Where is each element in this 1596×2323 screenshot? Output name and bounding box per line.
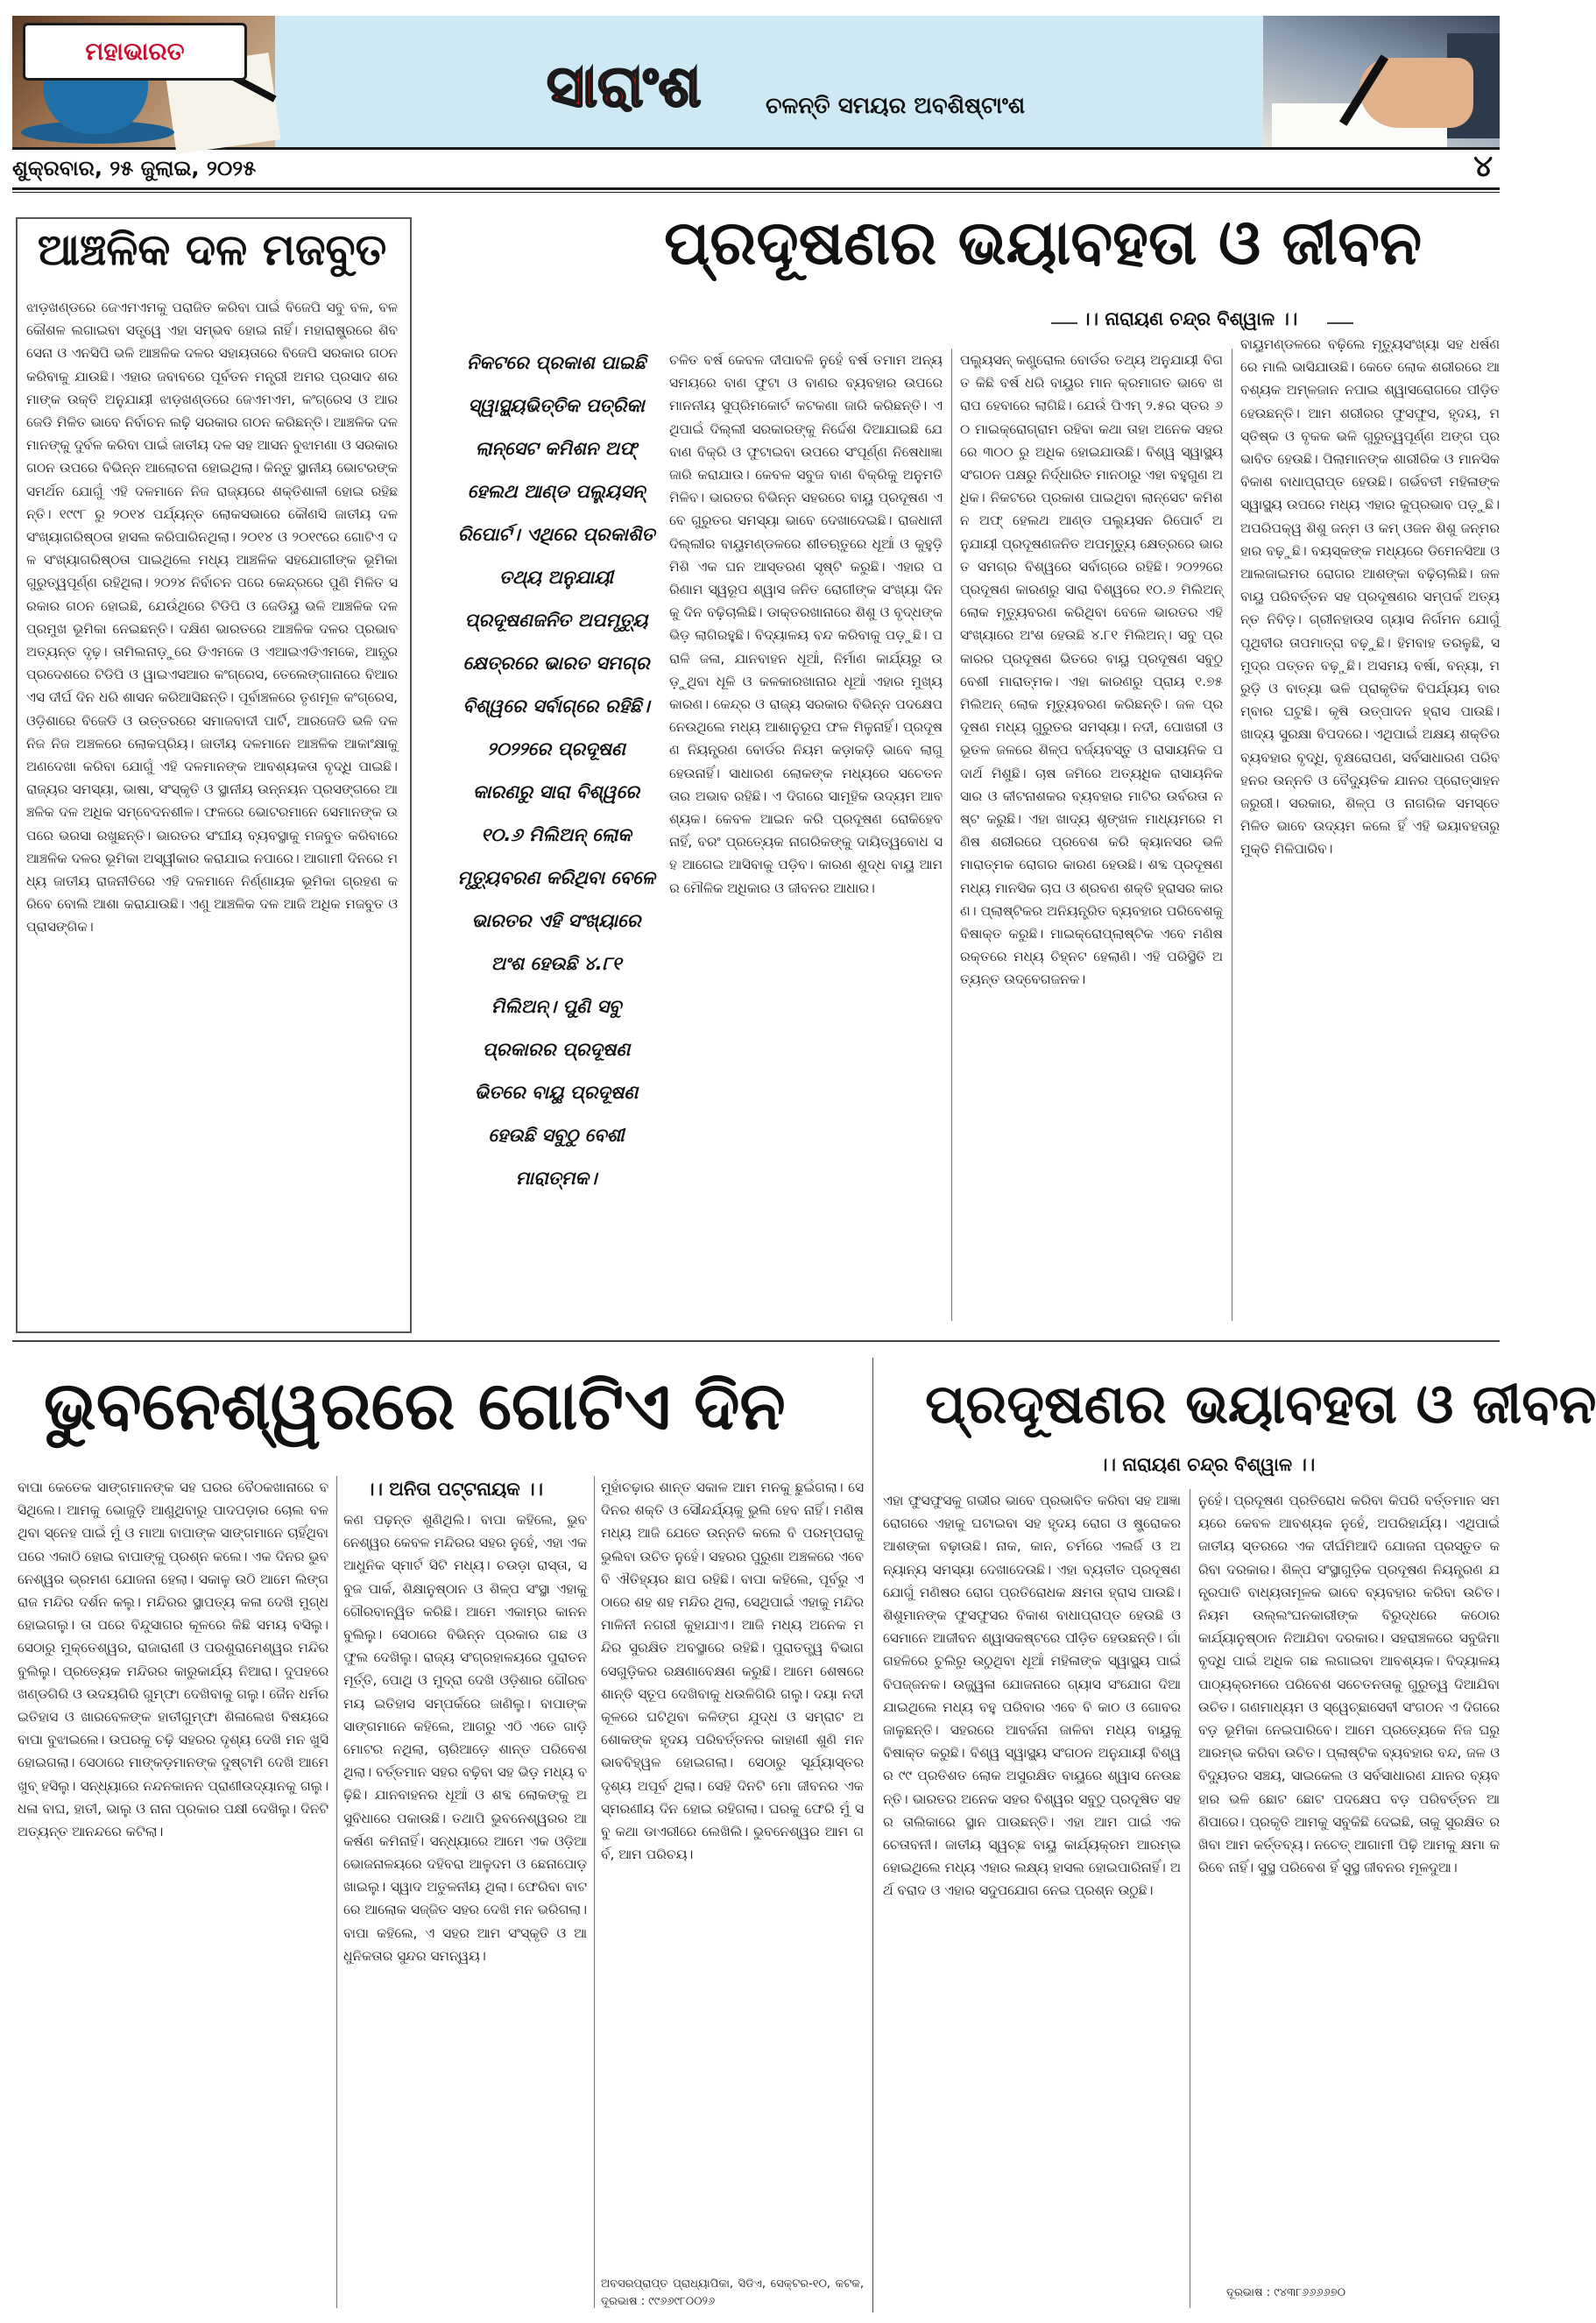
bottom-right-byline: ।। ନାରାୟଣ ଚନ୍ଦ୍ର ବିଶ୍ୱାଳ ।।: [1099, 1454, 1316, 1475]
masthead-banner: [12, 16, 1500, 150]
top-article-column-1: ଚଳିତ ବର୍ଷ କେବଳ ଦୀପାବଳି ନୁହେଁ ବର୍ଷ ତମାମ ଅନ୍ୟ ସମୟରେ ବାଣ ଫୁଟା ଓ ବାଣର ବ୍ୟବହାର ଉପରେ ମାନନୀୟ ସୁପ୍ରିମକୋର୍ଟ କଟକଣା ଜାରି କରିଛନ୍ତି। ଏଥିପାଇଁ ଦିଲ୍ଲୀ ସରକାରଙ୍କୁ ନିର୍ଦ୍ଦେଶ ଦିଆଯାଇଛି ଯେ ବାଣ ବିକ୍ରି ଓ ଫୁଟାଇବା ଉପରେ ସଂପୂର୍ଣ୍ଣ ନିଷେଧାଜ୍ଞା ଜାରି କରାଯାଉ। କେବଳ ସବୁଜ ବାଣ ବିକ୍ରିକୁ ଅନୁମତି ମିଳିବ। ଭାରତର ବିଭିନ୍ନ ସହରରେ ବାୟୁ ପ୍ରଦୂଷଣ ଏବେ ଗୁରୁତର ସମସ୍ୟା ଭାବେ ଦେଖାଦେଇଛି। ରାଜଧାନୀ ଦିଲ୍ଲୀର ବାୟୁମଣ୍ଡଳରେ ଶୀତଋତୁରେ ଧୂଆଁ ଓ କୁହୁଡ଼ି ମିଶି ଏକ ଘନ ଆସ୍ତରଣ ସୃଷ୍ଟି କରୁଛି। ଏହାର ପରିଣାମ ସ୍ୱରୂପ ଶ୍ୱାସ ଜନିତ ରୋଗୀଙ୍କ ସଂଖ୍ୟା ଦିନକୁ ଦିନ ବଢ଼ିଚାଲିଛି। ଡାକ୍ତରଖାନାରେ ଶିଶୁ ଓ ବୃଦ୍ଧଙ୍କ ଭିଡ଼ ଲାଗିରହୁଛି। ବିଦ୍ୟାଳୟ ବନ୍ଦ କରିବାକୁ ପଡ଼ୁଛି। ପରାଳି ଜଳା, ଯାନବାହନ ଧୂଆଁ, ନିର୍ମାଣ କାର୍ଯ୍ୟରୁ ଉଡ଼ୁଥିବା ଧୂଳି ଓ କଳକାରଖାନାର ଧୂଆଁ ଏହାର ମୁଖ୍ୟ କାରଣ। କେନ୍ଦ୍ର ଓ ରାଜ୍ୟ ସରକାର ବିଭିନ୍ନ ପଦକ୍ଷେପ ନେଉଥିଲେ ମଧ୍ୟ ଆଶାନୁରୂପ ଫଳ ମିଳୁନାହିଁ। ପ୍ରଦୂଷଣ ନିୟନ୍ତ୍ରଣ ବୋର୍ଡର ନିୟମ କଡ଼ାକଡ଼ି ଭାବେ ଲାଗୁ ହେଉନାହିଁ। ସାଧାରଣ ଲୋକଙ୍କ ମଧ୍ୟରେ ସଚେତନତାର ଅଭାବ ରହିଛି। ଏ ଦିଗରେ ସାମୂହିକ ଉଦ୍ୟମ ଆବଶ୍ୟକ। କେବଳ ଆଇନ କରି ପ୍ରଦୂଷଣ ରୋକିହେବ ନାହିଁ, ବରଂ ପ୍ରତ୍ୟେକ ନାଗରିକଙ୍କୁ ଦାୟିତ୍ୱବୋଧ ସହ ଆଗେଇ ଆସିବାକୁ ପଡ଼ିବ। କାରଣ ଶୁଦ୍ଧ ବାୟୁ ଆମର ମୌଳିକ ଅଧିକାର ଓ ଜୀବନର ଆଧାର।: [669, 352, 943, 896]
top-article-headline: ପ୍ରଦୂଷଣର ଭୟାବହତା ଓ ଜୀବନ: [664, 207, 1423, 279]
pull-quote: ନିକଟରେ ପ୍ରକାଶ ପାଇଛି ସ୍ୱାସ୍ଥ୍ୟଭିତ୍ତିକ ପତ୍ରିକା ଲାନ୍ସେଟ କମିଶନ ଅଫ୍ ହେଲଥ ଆଣ୍ଡ ପଲ୍ୟୁସନ୍ ରିପୋର୍ଟ। ଏଥିରେ ପ୍ରକାଶିତ ତଥ୍ୟ ଅନୁଯାୟୀ ପ୍ରଦୂଷଣଜନିତ ଅପମୃତ୍ୟୁ କ୍ଷେତ୍ରରେ ଭାରତ ସମଗ୍ର ବିଶ୍ୱରେ ସର୍ବାଗ୍ରେ ରହିଛି। ୨୦୨୨ରେ ପ୍ରଦୂଷଣ କାରଣରୁ ସାରା ବିଶ୍ୱରେ ୧୦.୬ ମିଲିଅନ୍ ଲୋକ ମୃତ୍ୟୁବରଣ କରିଥିବା ବେଳେ ଭାରତର ଏହି ସଂଖ୍ୟାରେ ଅଂଶ ହେଉଛି ୪.୮୧ ମିଲିଅନ୍। ପୁଣି ସବୁ ପ୍ରକାରର ପ୍ରଦୂଷଣ ଭିତରେ ବାୟୁ ପ୍ରଦୂଷଣ ହେଉଛି ସବୁଠୁ ବେଶୀ ମାରାତ୍ମକ।: [457, 352, 655, 1189]
top-article-byline: ।। ନାରାୟଣ ଚନ୍ଦ୍ର ବିଶ୍ୱାଳ ।।: [1082, 308, 1298, 329]
top-rule-thin: [12, 192, 1500, 193]
section-title: ସାରାଂଶ: [547, 53, 702, 120]
column-divider: [951, 349, 952, 1321]
top-rule: [12, 187, 1500, 190]
bottom-right-column-2: ନୁହେଁ। ପ୍ରଦୂଷଣ ପ୍ରତିରୋଧ କରିବା କିପରି ବର୍ତ୍ତମାନ ସମୟରେ କେବଳ ଆବଶ୍ୟକ ନୁହେଁ, ଅପରିହାର୍ଯ୍ୟ। ଏଥିପାଇଁ ଜାତୀୟ ସ୍ତରରେ ଏକ ଦୀର୍ଘମିଆଦି ଯୋଜନା ପ୍ରସ୍ତୁତ କରିବା ଦରକାର। ଶିଳ୍ପ ସଂସ୍ଥାଗୁଡ଼ିକ ପ୍ରଦୂଷଣ ନିୟନ୍ତ୍ରଣ ଯନ୍ତ୍ରପାତି ବାଧ୍ୟତାମୂଳକ ଭାବେ ବ୍ୟବହାର କରିବା ଉଚିତ। ନିୟମ ଉଲ୍ଲଂଘନକାରୀଙ୍କ ବିରୁଦ୍ଧରେ କଠୋର କାର୍ଯ୍ୟାନୁଷ୍ଠାନ ନିଆଯିବା ଦରକାର। ସହରାଞ୍ଚଳରେ ସବୁଜିମା ବୃଦ୍ଧି ପାଇଁ ଅଧିକ ଗଛ ଲଗାଇବା ଆବଶ୍ୟକ। ବିଦ୍ୟାଳୟ ପାଠ୍ୟକ୍ରମରେ ପରିବେଶ ସଚେତନତାକୁ ଗୁରୁତ୍ୱ ଦିଆଯିବା ଉଚିତ। ଗଣମାଧ୍ୟମ ଓ ସ୍ୱେଚ୍ଛାସେବୀ ସଂଗଠନ ଏ ଦିଗରେ ବଡ଼ ଭୂମିକା ନେଇପାରିବେ। ଆମେ ପ୍ରତ୍ୟେକେ ନିଜ ଘରୁ ଆରମ୍ଭ କରିବା ଉଚିତ। ପ୍ଲାଷ୍ଟିକ ବ୍ୟବହାର ବନ୍ଦ, ଜଳ ଓ ବିଦ୍ୟୁତର ସଞ୍ଚୟ, ସାଇକେଲ ଓ ସର୍ବସାଧାରଣ ଯାନର ବ୍ୟବହାର ଭଳି ଛୋଟ ଛୋଟ ପଦକ୍ଷେପ ବଡ଼ ପରିବର୍ତ୍ତନ ଆଣିପାରେ। ପ୍ରକୃତି ଆମକୁ ସବୁକିଛି ଦେଇଛି, ତାକୁ ସୁରକ୍ଷିତ ରଖିବା ଆମ କର୍ତ୍ତବ୍ୟ। ନଚେତ୍ ଆଗାମୀ ପିଢ଼ି ଆମକୁ କ୍ଷମା କରିବେ ନାହିଁ। ସୁସ୍ଥ ପରିବେଶ ହିଁ ସୁସ୍ଥ ଜୀବନର ମୂଳଦୁଆ।: [1198, 1493, 1500, 1876]
section-separator: [12, 1340, 1500, 1342]
column-divider: [872, 1358, 873, 2312]
byline-rule-left: [1051, 322, 1077, 324]
bottom-left-column-2: କଣ ପଢ଼ନ୍ତ ଶୁଣିଥିଲି। ବାପା କହିଲେ, ଭୁବନେଶ୍ୱର କେବଳ ମନ୍ଦିରର ସହର ନୁହେଁ, ଏହା ଏକ ଆଧୁନିକ ସ୍ମାର୍ଟ ସିଟି ମଧ୍ୟ। ଚଉଡ଼ା ରାସ୍ତା, ସବୁଜ ପାର୍କ, ଶିକ୍ଷାନୁଷ୍ଠାନ ଓ ଶିଳ୍ପ ସଂସ୍ଥା ଏହାକୁ ଗୌରବାନ୍ୱିତ କରିଛି। ଆମେ ଏକାମ୍ର କାନନ ବୁଲିଲୁ। ସେଠାରେ ବିଭିନ୍ନ ପ୍ରକାର ଗଛ ଓ ଫୁଲ ଦେଖିଲୁ। ରାଜ୍ୟ ସଂଗ୍ରହାଳୟରେ ପୁରାତନ ମୂର୍ତ୍ତି, ପୋଥି ଓ ମୁଦ୍ରା ଦେଖି ଓଡ଼ିଶାର ଗୌରବମୟ ଇତିହାସ ସମ୍ପର୍କରେ ଜାଣିଲୁ। ବାପାଙ୍କ ସାଙ୍ଗମାନେ କହିଲେ, ଆଗରୁ ଏଠି ଏତେ ଗାଡ଼ି ମୋଟର ନଥିଲା, ଚାରିଆଡ଼େ ଶାନ୍ତ ପରିବେଶ ଥିଲା। ବର୍ତ୍ତମାନ ସହର ବଢ଼ିବା ସହ ଭିଡ଼ ମଧ୍ୟ ବଢ଼ିଛି। ଯାନବାହନର ଧୂଆଁ ଓ ଶବ୍ଦ ଲୋକଙ୍କୁ ଅସୁବିଧାରେ ପକାଉଛି। ତଥାପି ଭୁବନେଶ୍ୱରର ଆକର୍ଷଣ କମିନାହିଁ। ସନ୍ଧ୍ୟାରେ ଆମେ ଏକ ଓଡ଼ିଆ ଭୋଜନାଳୟରେ ଦହିବରା ଆଳୁଦମ ଓ ଛେନାପୋଡ଼ ଖାଇଲୁ। ସ୍ୱାଦ ଅତୁଳନୀୟ ଥିଲା। ଫେରିବା ବାଟରେ ଆଲୋକ ସଜ୍ଜିତ ସହର ଦେଖି ମନ ଭରିଗଲା। ବାପା କହିଲେ, ଏ ସହର ଆମ ସଂସ୍କୃତି ଓ ଆଧୁନିକତାର ସୁନ୍ଦର ସମନ୍ୱୟ।: [343, 1512, 587, 1964]
side-article-body: ଝାଡ଼ଖଣ୍ଡରେ ଜେଏମଏମକୁ ପରାଜିତ କରିବା ପାଇଁ ବିଜେପି ସବୁ ବଳ, ବଳ କୌଶଳ ଲଗାଇବା ସତ୍ତ୍ୱେ ଏହା ସମ୍ଭବ ହୋଇ ନାହିଁ। ମହାରାଷ୍ଟ୍ରରେ ଶିବସେନା ଓ ଏନସିପି ଭଳି ଆଞ୍ଚଳିକ ଦଳର ସହାୟତାରେ ବିଜେପି ସରକାର ଗଠନ କରିବାକୁ ଯାଉଛି। ଏହାର ଜବାବରେ ପୂର୍ବତନ ମନ୍ତ୍ରୀ ଅମର ପ୍ରସାଦ ଶରମାଙ୍କ ଉକ୍ତି ଅନୁଯାୟୀ ଝାଡ଼ଖଣ୍ଡରେ ଜେଏମଏମ, କଂଗ୍ରେସ ଓ ଆରଜେଡି ମିଳିତ ଭାବେ ନିର୍ବାଚନ ଲଢ଼ି ସରକାର ଗଠନ କରିଛନ୍ତି। ଆଞ୍ଚଳିକ ଦଳମାନଙ୍କୁ ଦୁର୍ବଳ କରିବା ପାଇଁ ଜାତୀୟ ଦଳ ସହ ଆସନ ବୁଝାମଣା ଓ ସରକାର ଗଠନ ଉପରେ ବିଭିନ୍ନ ଆଲୋଚନା ହୋଇଥିଲା। କିନ୍ତୁ ସ୍ଥାନୀୟ ଭୋଟରଙ୍କ ସମର୍ଥନ ଯୋଗୁଁ ଏହି ଦଳମାନେ ନିଜ ରାଜ୍ୟରେ ଶକ୍ତିଶାଳୀ ହୋଇ ରହିଛନ୍ତି। ୧୯୯୮ ରୁ ୨୦୧୪ ପର୍ଯ୍ୟନ୍ତ ଲୋକସଭାରେ କୌଣସି ଜାତୀୟ ଦଳ ସଂଖ୍ୟାଗରିଷ୍ଠତା ହାସଲ କରିପାରିନଥିଲା। ୨୦୧୪ ଓ ୨୦୧୯ରେ ଗୋଟିଏ ଦଳ ସଂଖ୍ୟାଗରିଷ୍ଠତା ପାଇଥିଲେ ମଧ୍ୟ ଆଞ୍ଚଳିକ ସହଯୋଗୀଙ୍କ ଭୂମିକା ଗୁରୁତ୍ୱପୂର୍ଣ୍ଣ ରହିଥିଲା। ୨୦୨୪ ନିର୍ବାଚନ ପରେ କେନ୍ଦ୍ରରେ ପୁଣି ମିଳିତ ସରକାର ଗଠନ ହୋଇଛି, ଯେଉଁଥିରେ ଟିଡିପି ଓ ଜେଡିୟୁ ଭଳି ଆଞ୍ଚଳିକ ଦଳ ପ୍ରମୁଖ ଭୂମିକା ନେଇଛନ୍ତି। ଦକ୍ଷିଣ ଭାରତରେ ଆଞ୍ଚଳିକ ଦଳର ପ୍ରଭାବ ଅତ୍ୟନ୍ତ ଦୃଢ଼। ତାମିଲନାଡ଼ୁରେ ଡିଏମକେ ଓ ଏଆଇଏଡିଏମକେ, ଆନ୍ଧ୍ରପ୍ରଦେଶରେ ଟିଡିପି ଓ ୱାଇଏସଆର କଂଗ୍ରେସ, ତେଲେଙ୍ଗାନାରେ ବିଆରଏସ ଦୀର୍ଘ ଦିନ ଧରି ଶାସନ କରିଆସିଛନ୍ତି। ପୂର୍ବାଞ୍ଚଳରେ ତୃଣମୂଳ କଂଗ୍ରେସ, ଓଡ଼ିଶାରେ ବିଜେଡି ଓ ଉତ୍ତରରେ ସମାଜବାଦୀ ପାର୍ଟି, ଆରଜେଡି ଭଳି ଦଳ ନିଜ ନିଜ ଅଞ୍ଚଳରେ ଲୋକପ୍ରିୟ। ଜାତୀୟ ଦଳମାନେ ଆଞ୍ଚଳିକ ଆକାଂକ୍ଷାକୁ ଅଣଦେଖା କରିବା ଯୋଗୁଁ ଏହି ଦଳମାନଙ୍କ ଆବଶ୍ୟକତା ବୃଦ୍ଧି ପାଇଛି। ରାଜ୍ୟର ସମସ୍ୟା, ଭାଷା, ସଂସ୍କୃତି ଓ ସ୍ଥାନୀୟ ଉନ୍ନୟନ ପ୍ରସଙ୍ଗରେ ଆଞ୍ଚଳିକ ଦଳ ଅଧିକ ସମ୍ବେଦନଶୀଳ। ଫଳରେ ଭୋଟରମାନେ ସେମାନଙ୍କ ଉପରେ ଭରସା ରଖୁଛନ୍ତି। ଭାରତର ସଂଘୀୟ ବ୍ୟବସ୍ଥାକୁ ମଜବୁତ କରିବାରେ ଆଞ୍ଚଳିକ ଦଳର ଭୂମିକା ଅସ୍ୱୀକାର କରାଯାଇ ନପାରେ। ଆଗାମୀ ଦିନରେ ମଧ୍ୟ ଜାତୀୟ ରାଜନୀତିରେ ଏହି ଦଳମାନେ ନିର୍ଣ୍ଣାୟକ ଭୂମିକା ଗ୍ରହଣ କରିବେ ବୋଲି ଆଶା କରାଯାଉଛି। ଏଣୁ ଆଞ୍ଚଳିକ ଦଳ ଆଜି ଅଧିକ ମଜବୁତ ଓ ପ୍ରାସଙ୍ଗିକ।: [26, 300, 398, 936]
side-article-title: ଆଞ୍ଚଳିକ ଦଳ ମଜବୁତ: [37, 224, 387, 275]
column-divider: [594, 1476, 595, 2308]
date-line: ଶୁକ୍ରବାର, ୨୫ ଜୁଲାଇ, ୨୦୨୫: [12, 156, 257, 180]
bottom-right-column-1: ଏହା ଫୁସଫୁସକୁ ଗଭୀର ଭାବେ ପ୍ରଭାବିତ କରିବା ସହ ଆଜ୍ଞା ରୋଗରେ ଏହାକୁ ଘଟାଇବା ସହ ହୃଦୟ ରୋଗ ଓ ଷ୍ଟ୍ରୋକର ଆଶଙ୍କା ବଢ଼ାଉଛି। ନାକ, କାନ, ଚର୍ମରେ ଏଲର୍ଜି ଓ ଅନ୍ୟାନ୍ୟ ସମସ୍ୟା ଦେଖାଦେଉଛି। ଏହା ବ୍ୟତୀତ ପ୍ରଦୂଷଣ ଯୋଗୁଁ ମଣିଷର ରୋଗ ପ୍ରତିରୋଧକ କ୍ଷମତା ହ୍ରାସ ପାଉଛି। ଶିଶୁମାନଙ୍କ ଫୁସଫୁସର ବିକାଶ ବାଧାପ୍ରାପ୍ତ ହେଉଛି ଓ ସେମାନେ ଆଜୀବନ ଶ୍ୱାସକଷ୍ଟରେ ପୀଡ଼ିତ ହେଉଛନ୍ତି। ଗାଁ ଗହଳିରେ ଚୁଲିରୁ ଉଠୁଥିବା ଧୂଆଁ ମହିଳାଙ୍କ ସ୍ୱାସ୍ଥ୍ୟ ପାଇଁ ବିପଜ୍ଜନକ। ଉଜ୍ଜ୍ୱଳା ଯୋଜନାରେ ଗ୍ୟାସ ସଂଯୋଗ ଦିଆଯାଇଥିଲେ ମଧ୍ୟ ବହୁ ପରିବାର ଏବେ ବି କାଠ ଓ ଗୋବର ଜାଳୁଛନ୍ତି। ସହରରେ ଆବର୍ଜନା ଜାଳିବା ମଧ୍ୟ ବାୟୁକୁ ବିଷାକ୍ତ କରୁଛି। ବିଶ୍ୱ ସ୍ୱାସ୍ଥ୍ୟ ସଂଗଠନ ଅନୁଯାୟୀ ବିଶ୍ୱର ୯୯ ପ୍ରତିଶତ ଲୋକ ଅସୁରକ୍ଷିତ ବାୟୁରେ ଶ୍ୱାସ ନେଉଛନ୍ତି। ଭାରତର ଅନେକ ସହର ବିଶ୍ୱର ସବୁଠୁ ପ୍ରଦୂଷିତ ସହର ତାଲିକାରେ ସ୍ଥାନ ପାଉଛନ୍ତି। ଏହା ଆମ ପାଇଁ ଏକ ଚେତାବନୀ। ଜାତୀୟ ସ୍ୱଚ୍ଛ ବାୟୁ କାର୍ଯ୍ୟକ୍ରମ ଆରମ୍ଭ ହୋଇଥିଲେ ମଧ୍ୟ ଏହାର ଲକ୍ଷ୍ୟ ହାସଲ ହୋଇପାରିନାହିଁ। ଅର୍ଥ ବରାଦ ଓ ଏହାର ସଦୁପଯୋଗ ନେଇ ପ୍ରଶ୍ନ ଉଠୁଛି।: [883, 1493, 1181, 1899]
byline-rule-right: [1327, 322, 1353, 324]
bottom-left-column-3: ମୁହାଁଚଢ଼ାର ଶାନ୍ତ ସକାଳ ଆମ ମନକୁ ଛୁଇଁଗଲା। ସେ ଦିନର ଶକ୍ତି ଓ ସୌନ୍ଦର୍ଯ୍ୟକୁ ଭୁଲି ହେବ ନାହିଁ। ମଣିଷ ମଧ୍ୟ ଆଜି ଯେତେ ଉନ୍ନତି କଲେ ବି ପରମ୍ପରାକୁ ଭୁଲିବା ଉଚିତ ନୁହେଁ। ସହରର ପୁରୁଣା ଅଞ୍ଚଳରେ ଏବେ ବି ଐତିହ୍ୟର ଛାପ ରହିଛି। ବାପା କହିଲେ, ପୂର୍ବରୁ ଏଠାରେ ଶହ ଶହ ମନ୍ଦିର ଥିଲା, ସେଥିପାଇଁ ଏହାକୁ ମନ୍ଦିର ମାଳିନୀ ନଗରୀ କୁହାଯାଏ। ଆଜି ମଧ୍ୟ ଅନେକ ମନ୍ଦିର ସୁରକ୍ଷିତ ଅବସ୍ଥାରେ ରହିଛି। ପୁରାତତ୍ତ୍ୱ ବିଭାଗ ସେଗୁଡ଼ିକର ରକ୍ଷଣାବେକ୍ଷଣ କରୁଛି। ଆମେ ଶେଷରେ ଶାନ୍ତି ସ୍ତୂପ ଦେଖିବାକୁ ଧଉଳିଗିରି ଗଲୁ। ଦୟା ନଦୀ କୂଳରେ ଘଟିଥିବା କଳିଙ୍ଗ ଯୁଦ୍ଧ ଓ ସମ୍ରାଟ ଅଶୋକଙ୍କ ହୃଦୟ ପରିବର୍ତ୍ତନର କାହାଣୀ ଶୁଣି ମନ ଭାବବିହ୍ୱଳ ହୋଇଗଲା। ସେଠାରୁ ସୂର୍ଯ୍ୟାସ୍ତର ଦୃଶ୍ୟ ଅପୂର୍ବ ଥିଲା। ସେହି ଦିନଟି ମୋ ଜୀବନର ଏକ ସ୍ମରଣୀୟ ଦିନ ହୋଇ ରହିଗଲା। ଘରକୁ ଫେରି ମୁଁ ସବୁ କଥା ଡାଏରୀରେ ଲେଖିଲି। ଭୁବନେଶ୍ୱର ଆମ ଗର୍ବ, ଆମ ପରିଚୟ।: [601, 1479, 864, 1863]
coffee-notebook-image: [12, 16, 275, 147]
bottom-left-contact: ଅବସରପ୍ରାପ୍ତ ପ୍ରାଧ୍ୟାପିକା, ସିଡିଏ, ସେକ୍ଟର-୧୦, କଟକ, ଦୂରଭାଷ : ୯୯୬୬୯୮୦୦୨୬: [601, 2277, 864, 2308]
column-divider: [336, 1476, 337, 2308]
top-article-column-2: ପଲ୍ୟୁସନ୍ କଣ୍ଟ୍ରୋଲ ବୋର୍ଡର ତଥ୍ୟ ଅନୁଯାୟୀ ବିଗତ କିଛି ବର୍ଷ ଧରି ବାୟୁର ମାନ କ୍ରମାଗତ ଭାବେ ଖରାପ ହେବାରେ ଲାଗିଛି। ଯେଉଁ ପିଏମ୍ ୨.୫ର ସ୍ତର ୬୦ ମାଇକ୍ରୋଗ୍ରାମ ରହିବା କଥା ତାହା ଅନେକ ସହରରେ ୩୦୦ ରୁ ଅଧିକ ହୋଇଯାଉଛି। ବିଶ୍ୱ ସ୍ୱାସ୍ଥ୍ୟ ସଂଗଠନ ପକ୍ଷରୁ ନିର୍ଦ୍ଧାରିତ ମାନଠାରୁ ଏହା ବହୁଗୁଣ ଅଧିକ। ନିକଟରେ ପ୍ରକାଶ ପାଇଥିବା ଲାନ୍ସେଟ କମିଶନ ଅଫ୍ ହେଲଥ ଆଣ୍ଡ ପଲ୍ୟୁସନ ରିପୋର୍ଟ ଅନୁଯାୟୀ ପ୍ରଦୂଷଣଜନିତ ଅପମୃତ୍ୟୁ କ୍ଷେତ୍ରରେ ଭାରତ ସମଗ୍ର ବିଶ୍ୱରେ ସର୍ବାଗ୍ରେ ରହିଛି। ୨୦୨୨ରେ ପ୍ରଦୂଷଣ କାରଣରୁ ସାରା ବିଶ୍ୱରେ ୧୦.୬ ମିଲିଅନ୍ ଲୋକ ମୃତ୍ୟୁବରଣ କରିଥିବା ବେଳେ ଭାରତର ଏହି ସଂଖ୍ୟାରେ ଅଂଶ ହେଉଛି ୪.୮୧ ମିଲିଅନ୍। ସବୁ ପ୍ରକାରର ପ୍ରଦୂଷଣ ଭିତରେ ବାୟୁ ପ୍ରଦୂଷଣ ସବୁଠୁ ବେଶୀ ମାରାତ୍ମକ। ଏହା କାରଣରୁ ପ୍ରାୟ ୧.୭୫ ମିଲିଅନ୍ ଲୋକ ମୃତ୍ୟୁବରଣ କରିଛନ୍ତି। ଜଳ ପ୍ରଦୂଷଣ ମଧ୍ୟ ଗୁରୁତର ସମସ୍ୟା। ନଦୀ, ପୋଖରୀ ଓ ଭୂତଳ ଜଳରେ ଶିଳ୍ପ ବର୍ଜ୍ୟବସ୍ତୁ ଓ ରାସାୟନିକ ପଦାର୍ଥ ମିଶୁଛି। ଚାଷ ଜମିରେ ଅତ୍ୟଧିକ ରାସାୟନିକ ସାର ଓ କୀଟନାଶକର ବ୍ୟବହାର ମାଟିର ଉର୍ବରତା ନଷ୍ଟ କରୁଛି। ଏହା ଖାଦ୍ୟ ଶୃଙ୍ଖଳ ମାଧ୍ୟମରେ ମଣିଷ ଶରୀରରେ ପ୍ରବେଶ କରି କ୍ୟାନସର ଭଳି ମାରାତ୍ମକ ରୋଗର କାରଣ ହେଉଛି। ଶବ୍ଦ ପ୍ରଦୂଷଣ ମଧ୍ୟ ମାନସିକ ଚାପ ଓ ଶ୍ରବଣ ଶକ୍ତି ହ୍ରାସର କାରଣ। ପ୍ଲାଷ୍ଟିକର ଅନିୟନ୍ତ୍ରିତ ବ୍ୟବହାର ପରିବେଶକୁ ବିଷାକ୍ତ କରୁଛି। ମାଇକ୍ରୋପ୍ଲାଷ୍ଟିକ ଏବେ ମଣିଷ ରକ୍ତରେ ମଧ୍ୟ ଚିହ୍ନଟ ହେଲାଣି। ଏହି ପରିସ୍ଥିତି ଅତ୍ୟନ୍ତ ଉଦ୍ବେଗଜନକ।: [960, 352, 1223, 988]
writing-hand-image: [1263, 16, 1500, 147]
page-number: ୪: [1473, 149, 1493, 184]
top-article-column-3: ବାୟୁମଣ୍ଡଳରେ ବଢ଼ିଲେ ମୃତ୍ୟୁସଂଖ୍ୟା ସହ ଧର୍ଷଣରେ ମାଲି ଭାସିଯାଉଛି। କେତେ ଲୋକ ଶରୀରରେ ଆବଶ୍ୟକ ଅମ୍ଳଜାନ ନପାଇ ଶ୍ୱାସରୋଗରେ ପୀଡ଼ିତ ହେଉଛନ୍ତି। ଆମ ଶରୀରର ଫୁସଫୁସ, ହୃଦୟ, ମସ୍ତିଷ୍କ ଓ ବୃକକ ଭଳି ଗୁରୁତ୍ୱପୂର୍ଣ୍ଣ ଅଙ୍ଗ ପ୍ରଭାବିତ ହେଉଛି। ପିଲାମାନଙ୍କ ଶାରୀରିକ ଓ ମାନସିକ ବିକାଶ ବାଧାପ୍ରାପ୍ତ ହେଉଛି। ଗର୍ଭବତୀ ମହିଳାଙ୍କ ସ୍ୱାସ୍ଥ୍ୟ ଉପରେ ମଧ୍ୟ ଏହାର କୁପ୍ରଭାବ ପଡ଼ୁଛି। ଅପରିପକ୍ୱ ଶିଶୁ ଜନ୍ମ ଓ କମ୍ ଓଜନ ଶିଶୁ ଜନ୍ମର ହାର ବଢ଼ୁଛି। ବୟସ୍କଙ୍କ ମଧ୍ୟରେ ଡିମେନସିଆ ଓ ଆଲଜାଇମର ରୋଗର ଆଶଙ୍କା ବଢ଼ିଚାଲିଛି। ଜଳବାୟୁ ପରିବର୍ତ୍ତନ ସହ ପ୍ରଦୂଷଣର ସମ୍ପର୍କ ଅତ୍ୟନ୍ତ ନିବିଡ଼। ଗ୍ରୀନହାଉସ ଗ୍ୟାସ ନିର୍ଗମନ ଯୋଗୁଁ ପୃଥିବୀର ତାପମାତ୍ରା ବଢ଼ୁଛି। ହିମବାହ ତରଳୁଛି, ସମୁଦ୍ର ପତ୍ତନ ବଢ଼ୁଛି। ଅସମୟ ବର୍ଷା, ବନ୍ୟା, ମରୁଡ଼ି ଓ ବାତ୍ୟା ଭଳି ପ୍ରାକୃତିକ ବିପର୍ଯ୍ୟୟ ବାରମ୍ବାର ଘଟୁଛି। କୃଷି ଉତ୍ପାଦନ ହ୍ରାସ ପାଉଛି। ଖାଦ୍ୟ ସୁରକ୍ଷା ବିପଦରେ। ଏଥିପାଇଁ ଅକ୍ଷୟ ଶକ୍ତିର ବ୍ୟବହାର ବୃଦ୍ଧି, ବୃକ୍ଷରୋପଣ, ସର୍ବସାଧାରଣ ପରିବହନର ଉନ୍ନତି ଓ ବୈଦ୍ୟୁତିକ ଯାନର ପ୍ରୋତ୍ସାହନ ଜରୁରୀ। ସରକାର, ଶିଳ୍ପ ଓ ନାଗରିକ ସମସ୍ତେ ମିଳିତ ଭାବେ ଉଦ୍ୟମ କଲେ ହିଁ ଏହି ଭୟାବହତାରୁ ମୁକ୍ତି ମିଳିପାରିବ।: [1240, 336, 1500, 858]
bottom-right-headline: ପ୍ରଦୂଷଣର ଭୟାବହତା ଓ ଜୀବନ: [925, 1372, 1596, 1436]
bottom-left-column-1: ବାପା କେତେକ ସାଙ୍ଗମାନଙ୍କ ସହ ଘରର ବୈଠକଖାନାରେ ବସିଥିଲେ। ଆମକୁ ଭୋଜୁଡ଼ି ଆଣୁଥିବାରୁ ପାଦପଡ଼ାର ଚୋଲ ବଳ ଥିବା ସ୍ନେହ ପାଇଁ ମୁଁ ଓ ମାଆ ବାପାଙ୍କ ସାଙ୍ଗମାନେ ଚାହିଁଥିବା ପରେ ଏକାଠି ହୋଇ ବାପାଙ୍କୁ ପ୍ରଶ୍ନ କଲେ। ଏକ ଦିନର ଭୁବନେଶ୍ୱର ଭ୍ରମଣ ଯୋଜନା ହେଲା। ସକାଳୁ ଉଠି ଆମେ ଲିଙ୍ଗରାଜ ମନ୍ଦିର ଦର୍ଶନ କଲୁ। ମନ୍ଦିରର ସ୍ଥାପତ୍ୟ କଳା ଦେଖି ମୁଗ୍ଧ ହୋଇଗଲୁ। ତା ପରେ ବିନ୍ଦୁସାଗର କୂଳରେ କିଛି ସମୟ ବସିଲୁ। ସେଠାରୁ ମୁକ୍ତେଶ୍ୱର, ରାଜାରାଣୀ ଓ ପରଶୁରାମେଶ୍ୱର ମନ୍ଦିର ବୁଲିଲୁ। ପ୍ରତ୍ୟେକ ମନ୍ଦିରର କାରୁକାର୍ଯ୍ୟ ନିଆରା। ଦୁପହରେ ଖଣ୍ଡଗିରି ଓ ଉଦୟଗିରି ଗୁମ୍ଫା ଦେଖିବାକୁ ଗଲୁ। ଜୈନ ଧର୍ମର ଇତିହାସ ଓ ଖାରବେଳଙ୍କ ହାତୀଗୁମ୍ଫା ଶିଳାଲେଖ ବିଷୟରେ ବାପା ବୁଝାଇଲେ। ଉପରକୁ ଚଢ଼ି ସହରର ଦୃଶ୍ୟ ଦେଖି ମନ ଖୁସି ହୋଇଗଲା। ସେଠାରେ ମାଙ୍କଡ଼ମାନଙ୍କ ଦୁଷ୍ଟାମି ଦେଖି ଆମେ ଖୁବ୍ ହସିଲୁ। ସନ୍ଧ୍ୟାରେ ନନ୍ଦନକାନନ ପ୍ରାଣୀଉଦ୍ୟାନକୁ ଗଲୁ। ଧଳା ବାଘ, ହାତୀ, ଭାଲୁ ଓ ନାନା ପ୍ରକାର ପକ୍ଷୀ ଦେଖିଲୁ। ଦିନଟି ଅତ୍ୟନ୍ତ ଆନନ୍ଦରେ କଟିଲା।: [18, 1479, 328, 1840]
bottom-left-headline: ଭୁବନେଶ୍ୱରରେ ଗୋଟିଏ ଦିନ: [44, 1366, 786, 1444]
bottom-left-byline: ।। ଅନିତା ପଟ୍ଟନାୟକ ।।: [366, 1479, 544, 1500]
section-tagline: ଚଳନ୍ତି ସମୟର ଅବଶିଷ୍ଟାଂଶ: [766, 93, 1026, 119]
newspaper-logo: ମହାଭାରତ: [23, 23, 247, 81]
bottom-right-contact: ଦୂରଭାଷ : ୯୪୩୮୬୬୬୬୭୦: [1226, 2286, 1346, 2299]
